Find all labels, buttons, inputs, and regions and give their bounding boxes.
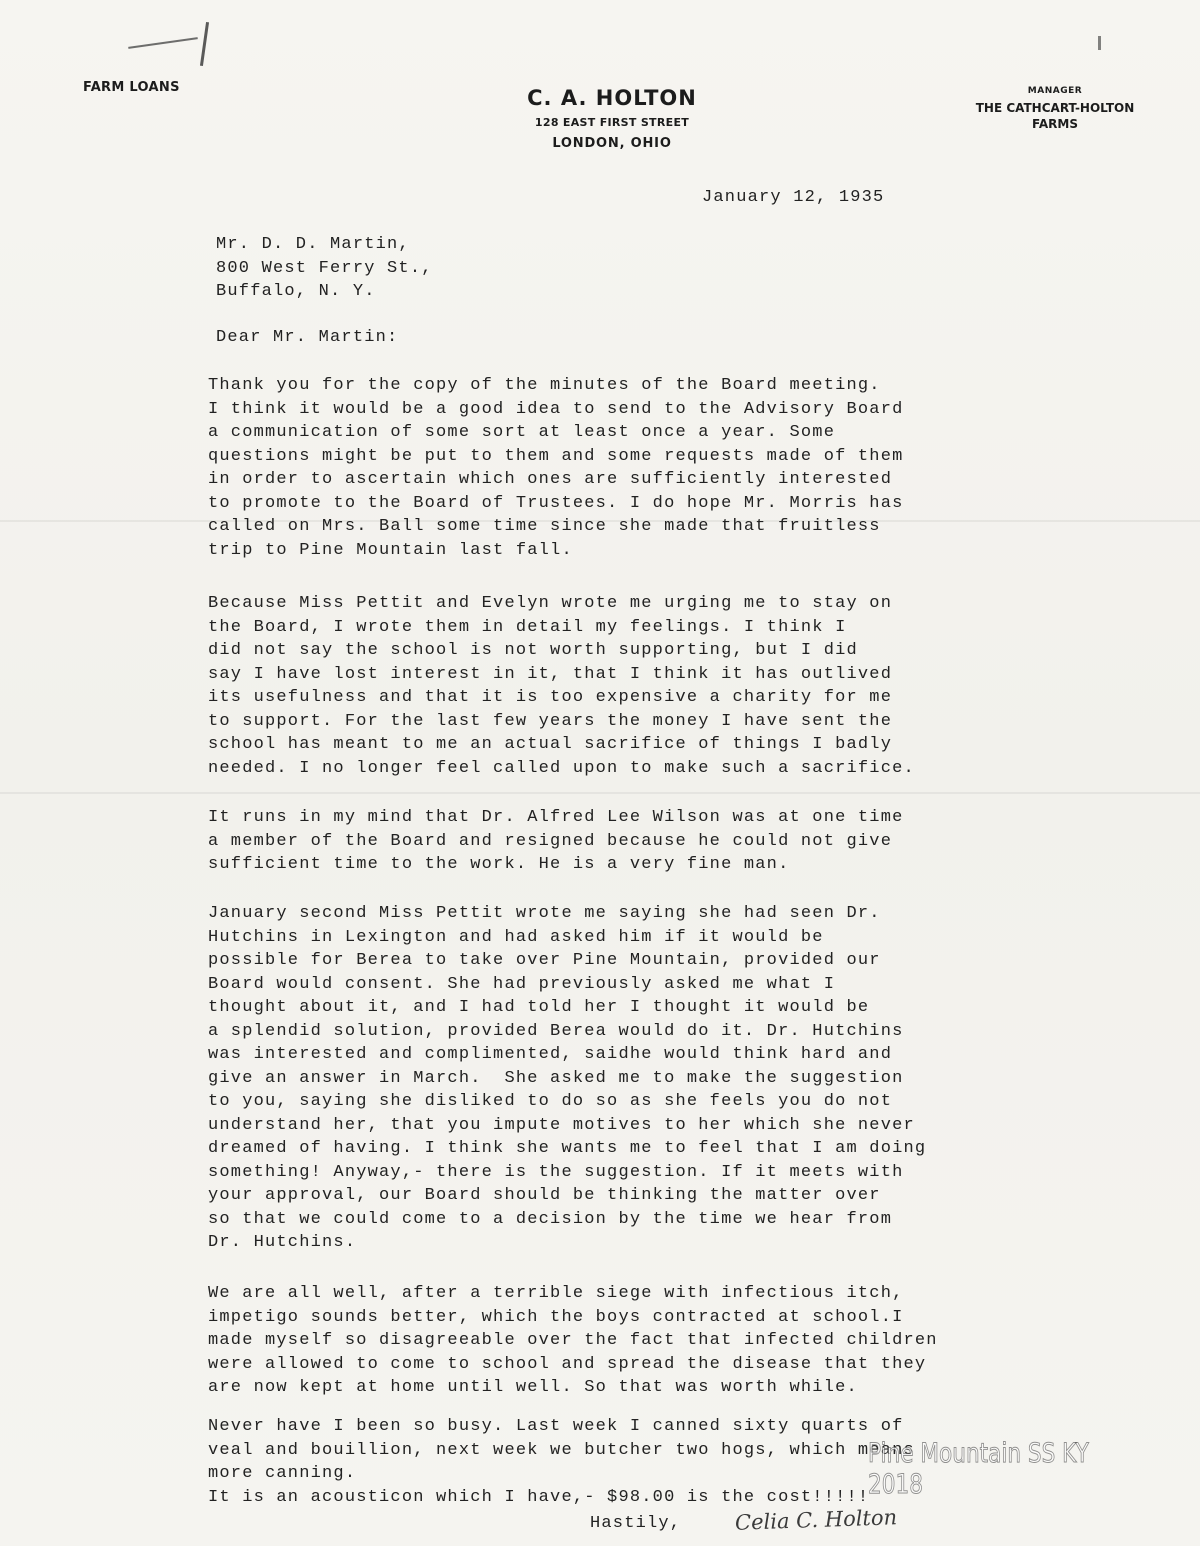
paragraph-6 [208,1415,915,1509]
text-line: thought about it, and I had told her I thought it would be [208,998,870,1017]
recipient-address [216,233,433,304]
text-line: We are all well, after a terrible siege with infectious itch, [208,1284,904,1303]
text-line: say I have lost interest in it, that I think it has outlived [208,664,893,684]
text-line: sufficient time to the work. He is a very fine man. [208,855,790,874]
address-line: Buffalo, N. Y. [216,282,376,301]
address-line: Mr. D. D. Martin, [216,235,410,254]
text-line: a splendid solution, provided Berea would do it. Dr. Hutchins [208,1021,904,1041]
text-line: dreamed of having. I think she wants me to feel that I am doing [208,1139,927,1158]
text-line: made myself so disagreeable over the fact that infected children [208,1331,938,1350]
text-line: It runs in my mind that Dr. Alfred Lee Wilson was at one time [208,808,904,827]
text-line: to promote to the Board of Trustees. I do hope Mr. Morris has [208,493,904,513]
letter-date: January 12, 1935 [702,188,885,207]
address-line: 800 West Ferry St., [216,258,433,278]
handwritten-signature: Celia C. Holton [734,1505,898,1535]
text-line: to support. For the last few years the money I have sent the [208,711,893,731]
text-line: are now kept at home until well. So that was worth while. [208,1378,858,1397]
text-line: give an answer in March. She asked me to make the suggestion [208,1068,904,1088]
letterhead-org-line1: THE CATHCART-HOLTON [975,101,1135,115]
paper-fold-line [0,792,1200,794]
letterhead-role: MANAGER [1027,86,1083,96]
letterhead-org-line2: FARMS [1032,117,1078,131]
text-line: your approval, our Board should be thinking the matter over [208,1186,881,1205]
text-line: was interested and complimented, saidhe would think hard and [208,1045,893,1064]
paragraph-1 [208,374,904,562]
paragraph-4 [208,902,926,1255]
paragraph-3 [208,806,904,877]
text-line: needed. I no longer feel called upon to make such a sacrifice. [208,758,915,778]
paragraph-2 [208,592,915,780]
letterhead-left: FARM LOANS [83,80,180,95]
text-line: were allowed to come to school and spread the disease that they [208,1354,927,1374]
salutation: Dear Mr. Martin: [216,328,399,347]
text-line: a communication of some sort at least once a year. Some [208,423,836,442]
text-line: a member of the Board and resigned because he could not give [208,831,893,851]
text-line: possible for Berea to take over Pine Mountain, provided our [208,951,881,970]
text-line: I think it would be a good idea to send to the Advisory Board [208,399,904,419]
ink-mark [1098,36,1101,50]
letterhead-name: C. A. HOLTON [527,86,697,110]
text-line: Dr. Hutchins. [208,1233,357,1252]
text-line: so that we could come to a decision by the time we hear from [208,1209,893,1229]
text-line: something! Anyway,- there is the suggestion. If it meets with [208,1162,904,1182]
watermark: Pine Mountain SS KY 2018 [868,1438,1089,1500]
text-line: school has meant to me an actual sacrifice of things I badly [208,735,893,754]
letterhead-right [955,86,1155,132]
letterhead-street: 128 EAST FIRST STREET [534,116,690,129]
text-line: Never have I been so busy. Last week I canned sixty quarts of [208,1417,904,1436]
letterhead-center [440,86,784,151]
text-line: Because Miss Pettit and Evelyn wrote me urging me to stay on [208,594,893,613]
text-line: trip to Pine Mountain last fall. [208,540,573,560]
text-line: the Board, I wrote them in detail my feelings. I think I [208,617,847,637]
text-line: its usefulness and that it is too expensive a charity for me [208,688,893,707]
text-line: in order to ascertain which ones are sufficiently interested [208,470,893,489]
paragraph-5 [208,1282,938,1400]
closing: Hastily, [590,1514,682,1533]
text-line: January second Miss Pettit wrote me saying she had seen Dr. [208,904,881,923]
ink-mark [200,22,209,66]
text-line: impetigo sounds better, which the boys contracted at school.I [208,1307,904,1327]
text-line: It is an acousticon which I have,- $98.00 is the cost!!!!! [208,1487,870,1507]
text-line: called on Mrs. Ball some time since she made that fruitless [208,517,881,536]
text-line: more canning. [208,1464,357,1483]
text-line: understand her, that you impute motives to her which she never [208,1115,915,1135]
text-line: Hutchins in Lexington and had asked him if it would be [208,927,824,947]
text-line: Board would consent. She had previously asked me what I [208,974,836,994]
text-line: to you, saying she disliked to do so as she feels you do not [208,1092,893,1111]
text-line: questions might be put to them and some requests made of them [208,446,904,466]
text-line: did not say the school is not worth supporting, but I did [208,641,858,660]
letterhead-city: LONDON, OHIO [552,136,672,151]
ink-mark [128,37,198,49]
text-line: Thank you for the copy of the minutes of the Board meeting. [208,376,881,395]
text-line: veal and bouillion, next week we butcher two hogs, which means [208,1440,915,1460]
